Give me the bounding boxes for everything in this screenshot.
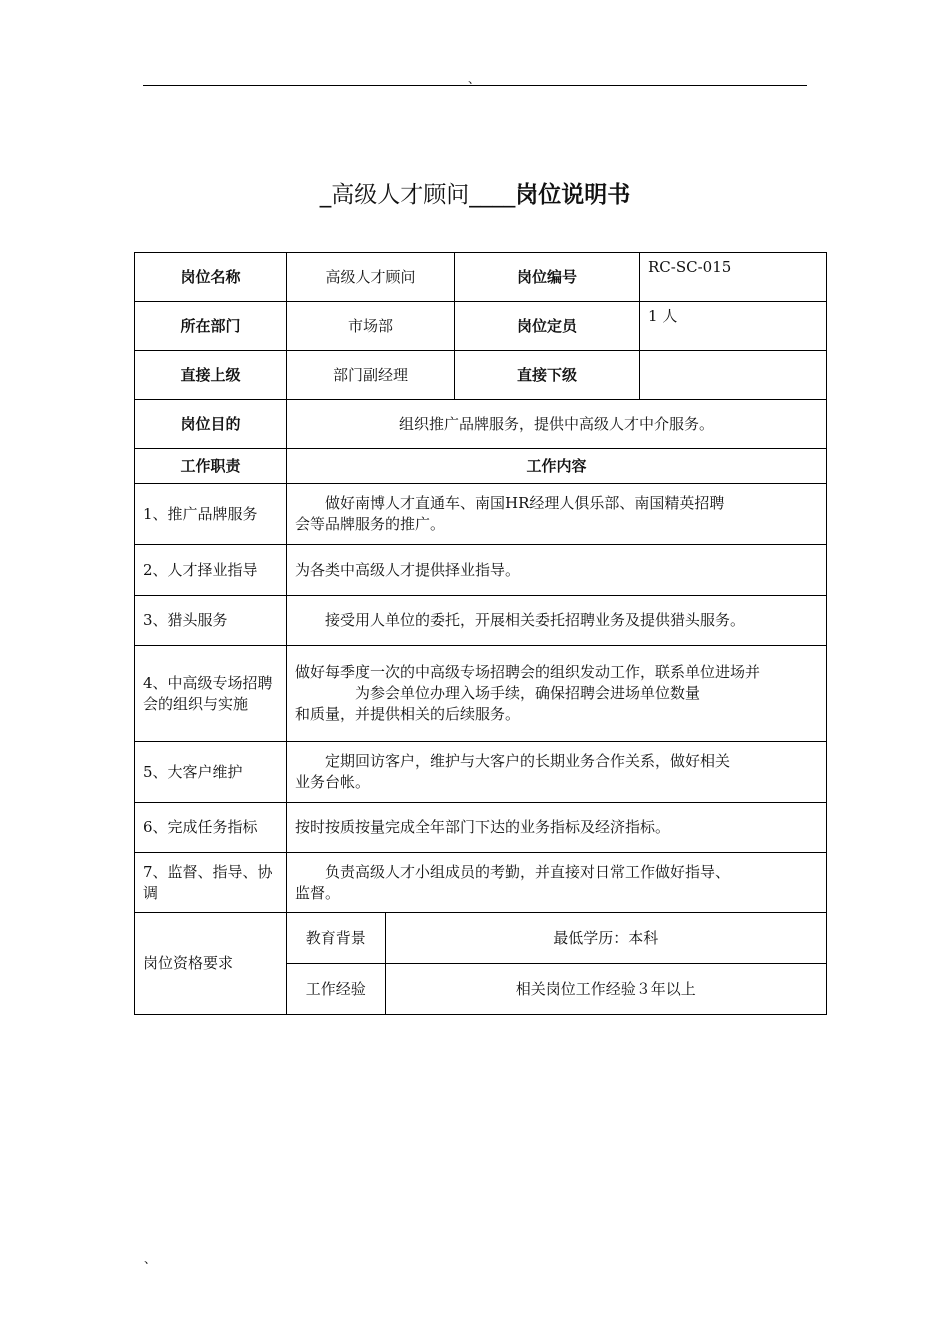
header-rule <box>143 85 807 86</box>
duty-content <box>287 545 827 596</box>
qualification-item-row <box>287 964 826 1015</box>
duty-row <box>135 596 827 646</box>
duty-name: 5、大客户维护 <box>135 742 287 803</box>
duty-content <box>287 803 827 853</box>
duties-header-row <box>135 449 827 484</box>
content-column-header: 工作内容 <box>287 449 827 484</box>
duty-row <box>135 646 827 742</box>
qualification-details <box>287 913 827 1015</box>
duty-content-line: 接受用人单位的委托，开展相关委托招聘业务及提供猎头服务。 <box>295 611 746 629</box>
duty-column-header: 工作职责 <box>135 449 287 484</box>
purpose-row <box>135 400 827 449</box>
job-code-label: 岗位编号 <box>455 253 640 302</box>
duty-name: 4、中高级专场招聘会的组织与实施 <box>135 646 287 742</box>
duty-content-line: 为参会单位办理入场手续，确保招聘会进场单位数量 <box>295 684 701 702</box>
footer-mark: 、 <box>144 1252 157 1266</box>
header-mark: 、 <box>468 72 481 86</box>
qualification-item: 教育背景 <box>287 913 385 964</box>
purpose-value: 组织推广品牌服务，提供中高级人才中介服务。 <box>287 400 827 449</box>
job-description-table <box>134 252 827 1015</box>
dept-label: 所在部门 <box>135 302 287 351</box>
info-row-superior <box>135 351 827 400</box>
title-position: _高级人才顾问____ <box>319 182 516 208</box>
purpose-label: 岗位目的 <box>135 400 287 449</box>
duty-content-line: 和质量，并提供相关的后续服务。 <box>295 705 521 723</box>
qualification-value: 相关岗位工作经验３年以上 <box>385 964 826 1015</box>
duty-content <box>287 596 827 646</box>
duty-name: 3、猎头服务 <box>135 596 287 646</box>
qualification-table <box>287 913 826 1014</box>
duty-row <box>135 803 827 853</box>
duty-name: 7、监督、指导、协调 <box>135 853 287 913</box>
subordinate-label: 直接下级 <box>455 351 640 400</box>
duty-content-line: 监督。 <box>295 883 341 902</box>
job-name-value: 高级人才顾问 <box>287 253 455 302</box>
qualification-label: 岗位资格要求 <box>135 913 287 1015</box>
duty-content-line: 为各类中高级人才提供择业指导。 <box>295 560 521 579</box>
duty-name: 1、推广品牌服务 <box>135 484 287 545</box>
duty-content <box>287 484 827 545</box>
superior-value: 部门副经理 <box>287 351 455 400</box>
duty-row <box>135 484 827 545</box>
job-code-value: RC-SC-015 <box>640 253 827 302</box>
duty-content-line: 做好每季度一次的中高级专场招聘会的组织发动工作，联系单位进场并 <box>295 663 761 681</box>
duty-content-line: 做好南博人才直通车、南国HR经理人俱乐部、南国精英招聘 <box>295 494 725 512</box>
job-name-label: 岗位名称 <box>135 253 287 302</box>
quota-value: 1 人 <box>640 302 827 351</box>
duty-content <box>287 742 827 803</box>
info-row-dept <box>135 302 827 351</box>
duty-row <box>135 742 827 803</box>
qualification-row <box>135 913 827 1015</box>
duty-row <box>135 853 827 913</box>
duty-name: 6、完成任务指标 <box>135 803 287 853</box>
superior-label: 直接上级 <box>135 351 287 400</box>
duty-name: 2、人才择业指导 <box>135 545 287 596</box>
duty-content-line: 定期回访客户，维护与大客户的长期业务合作关系，做好相关 <box>295 752 731 770</box>
page-title <box>0 176 950 209</box>
duty-content <box>287 646 827 742</box>
duty-content-line: 会等品牌服务的推广。 <box>295 515 446 533</box>
duty-content-line: 业务台帐。 <box>295 773 371 791</box>
duty-content-line: 负责高级人才小组成员的考勤，并直接对日常工作做好指导、 <box>295 862 731 881</box>
duty-row <box>135 545 827 596</box>
title-suffix: 岗位说明书 <box>515 182 631 208</box>
qualification-item: 工作经验 <box>305 979 366 998</box>
duty-content <box>287 853 827 913</box>
info-row-name <box>135 253 827 302</box>
quota-label: 岗位定员 <box>455 302 640 351</box>
duty-content-line: 按时按质按量完成全年部门下达的业务指标及经济指标。 <box>295 818 671 836</box>
subordinate-value <box>640 351 827 400</box>
qualification-value: 最低学历：本科 <box>385 913 826 964</box>
qualification-item-row <box>287 913 826 964</box>
dept-value: 市场部 <box>287 302 455 351</box>
